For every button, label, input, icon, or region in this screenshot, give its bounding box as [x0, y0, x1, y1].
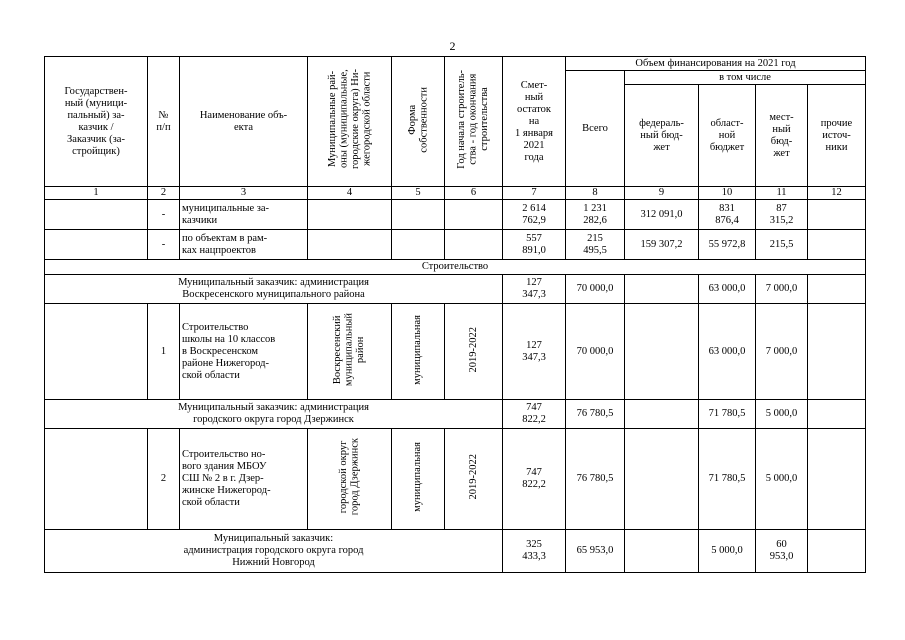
row-name: по объектам в рам- ках нацпроектов — [180, 230, 308, 260]
row-name: Строительство школы на 10 классов в Воскресенском районе Нижегород- ской области — [180, 304, 308, 400]
row-regional: 71 780,5 — [699, 400, 756, 429]
page-number: 2 — [449, 39, 456, 53]
table-row — [45, 200, 866, 230]
row-total: 70 000,0 — [566, 304, 625, 400]
table-row — [45, 230, 866, 260]
customer-name: Муниципальный заказчик: администрация Воскресенского муниципального района — [45, 275, 503, 304]
row-local: 215,5 — [756, 230, 808, 260]
row-total: 215 495,5 — [566, 230, 625, 260]
row-num: 1 — [148, 304, 180, 400]
row-total: 65 953,0 — [566, 530, 625, 573]
customer-row — [45, 275, 866, 304]
row-remainder: 557 891,0 — [503, 230, 566, 260]
row-total: 76 780,5 — [566, 400, 625, 429]
row-num: - — [148, 200, 180, 230]
row-other — [808, 429, 866, 530]
column-number-row — [45, 187, 866, 200]
row-num: 2 — [148, 429, 180, 530]
financing-table — [44, 56, 866, 573]
row-district: Воскресенский муниципальный район — [308, 304, 392, 400]
row-other — [808, 230, 866, 260]
row-remainder: 127 347,3 — [503, 304, 566, 400]
header-funding: Объем финансирования на 2021 год — [566, 57, 866, 71]
row-local: 5 000,0 — [756, 429, 808, 530]
row-federal — [625, 304, 699, 400]
row-name: муниципальные за- казчики — [180, 200, 308, 230]
header-total: Всего — [566, 71, 625, 187]
header-object-name: Наименование объ- екта — [180, 57, 308, 187]
customer-name: Муниципальный заказчик: администрация городского округа город Дзержинск — [45, 400, 503, 429]
column-number: 11 — [756, 187, 808, 200]
row-other — [808, 275, 866, 304]
row-remainder: 747 822,2 — [503, 400, 566, 429]
row-other — [808, 400, 866, 429]
row-remainder: 2 614 762,9 — [503, 200, 566, 230]
row-years: 2019-2022 — [445, 429, 503, 530]
column-number: 4 — [308, 187, 392, 200]
row-other — [808, 200, 866, 230]
column-number: 7 — [503, 187, 566, 200]
row-local: 7 000,0 — [756, 304, 808, 400]
customer-row — [45, 400, 866, 429]
row-federal: 312 091,0 — [625, 200, 699, 230]
column-number: 10 — [699, 187, 756, 200]
header-including: в том числе — [625, 71, 866, 85]
row-federal — [625, 275, 699, 304]
header-other: прочие источ- ники — [808, 85, 866, 187]
row-federal — [625, 400, 699, 429]
row-federal — [625, 530, 699, 573]
header-years: Год начала строитель- ства - год окончания строительства — [445, 57, 503, 187]
row-local: 87 315,2 — [756, 200, 808, 230]
row-district: городской округ город Дзержинск — [308, 429, 392, 530]
row-ownership: муниципальная — [392, 304, 445, 400]
object-row — [45, 429, 866, 530]
row-other — [808, 304, 866, 400]
row-federal — [625, 429, 699, 530]
column-number: 2 — [148, 187, 180, 200]
row-total: 70 000,0 — [566, 275, 625, 304]
row-other — [808, 530, 866, 573]
row-regional: 5 000,0 — [699, 530, 756, 573]
row-regional: 71 780,5 — [699, 429, 756, 530]
customer-name: Муниципальный заказчик: администрация городского округа город Нижний Новгород — [45, 530, 503, 573]
section-title: Строительство — [45, 260, 866, 275]
row-ownership: муниципальная — [392, 429, 445, 530]
header-num: № п/п — [148, 57, 180, 187]
header-federal: федераль- ный бюд- жет — [625, 85, 699, 187]
header-ownership: Форма собственности — [392, 57, 445, 187]
header-regional: област- ной бюджет — [699, 85, 756, 187]
header-local: мест- ный бюд- жет — [756, 85, 808, 187]
row-name: Строительство но- вого здания МБОУ СШ № 2 в г. Дзер- жинске Нижегород- ской области — [180, 429, 308, 530]
row-federal: 159 307,2 — [625, 230, 699, 260]
header-remainder: Смет- ный остаток на 1 января 2021 года — [503, 57, 566, 187]
row-remainder: 747 822,2 — [503, 429, 566, 530]
row-regional: 63 000,0 — [699, 304, 756, 400]
column-number: 3 — [180, 187, 308, 200]
column-number: 6 — [445, 187, 503, 200]
column-number: 8 — [566, 187, 625, 200]
row-num: - — [148, 230, 180, 260]
object-row — [45, 304, 866, 400]
row-regional: 55 972,8 — [699, 230, 756, 260]
row-local: 7 000,0 — [756, 275, 808, 304]
column-number: 5 — [392, 187, 445, 200]
row-years: 2019-2022 — [445, 304, 503, 400]
header-customer: Государствен- ный (муници- пальный) за- казчик / Заказчик (за- стройщик) — [45, 57, 148, 187]
column-number: 9 — [625, 187, 699, 200]
row-total: 1 231 282,6 — [566, 200, 625, 230]
row-remainder: 127 347,3 — [503, 275, 566, 304]
header-district: Муниципальные рай- оны (муниципальные, городские округа) Ни- жегородской области — [308, 57, 392, 187]
row-local: 60 953,0 — [756, 530, 808, 573]
row-regional: 63 000,0 — [699, 275, 756, 304]
customer-row — [45, 530, 866, 573]
column-number: 12 — [808, 187, 866, 200]
column-number: 1 — [45, 187, 148, 200]
row-local: 5 000,0 — [756, 400, 808, 429]
row-remainder: 325 433,3 — [503, 530, 566, 573]
row-regional: 831 876,4 — [699, 200, 756, 230]
row-total: 76 780,5 — [566, 429, 625, 530]
